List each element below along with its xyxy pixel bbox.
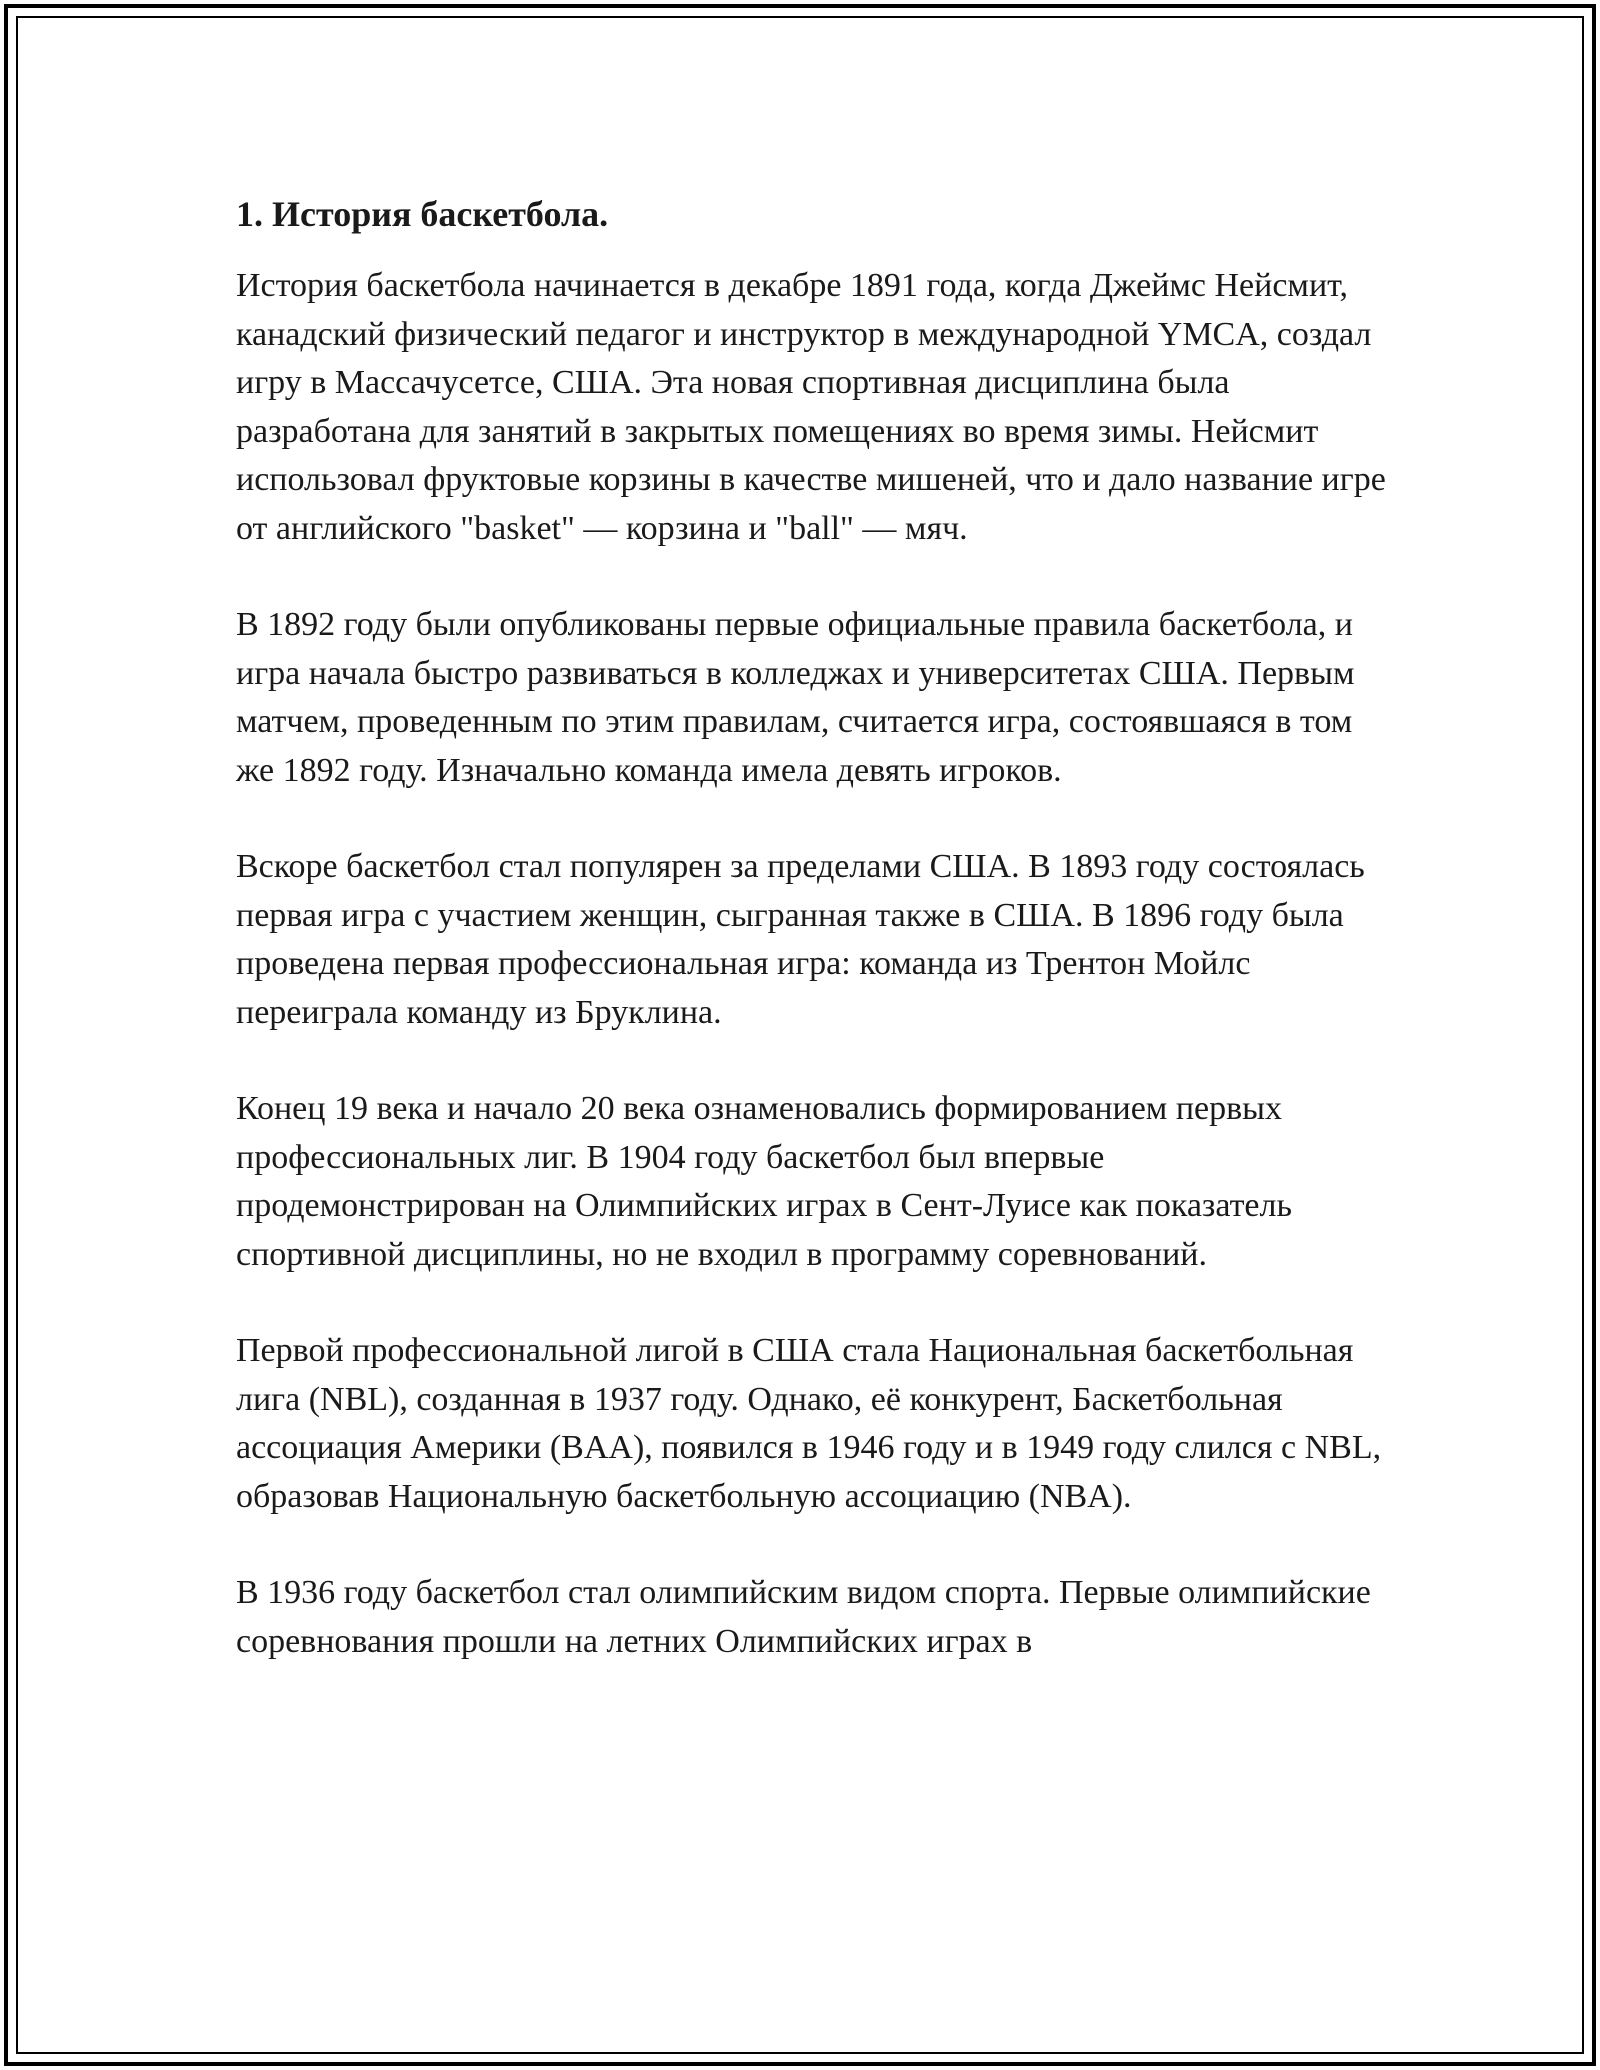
paragraph-origins: История баскетбола начинается в декабре 1891 года, когда Джеймс Нейсмит, канадский физический педагог и инструктор в международной YMCA, создал игру в Массачусетсе, США. Эта новая спортивная дисциплина была разработана для занятий в закрытых помещениях во время зимы. Нейсмит использовал фруктовые корзины в качестве мишеней, что и дало название игре от английского "basket" — корзина и "ball" — мяч. xyxy=(236,267,1386,547)
document-body xyxy=(236,186,1386,1714)
paragraph-olympics: В 1936 году баскетбол стал олимпийским видом спорта. Первые олимпийские соревнования прошли на летних Олимпийских играх в xyxy=(236,1574,1371,1660)
paragraph-early-leagues: Конец 19 века и начало 20 века ознаменовались формированием первых профессиональных лиг. В 1904 году баскетбол был впервые продемонстрирован на Олимпийских играх в Сент-Луисе как показатель спортивной дисциплины, но не входил в программу соревнований. xyxy=(236,1090,1292,1273)
paragraph-spread: Вскоре баскетбол стал популярен за пределами США. В 1893 году состоялась первая игра с участием женщин, сыгранная также в США. В 1896 году была проведена первая профессиональная игра: команда из Трентон Мойлс переиграла команду из Бруклина. xyxy=(236,848,1365,1031)
paragraph-nba-formation: Первой профессиональной лигой в США стала Национальная баскетбольная лига (NBL), созданная в 1937 году. Однако, её конкурент, Баскетбольная ассоциация Америки (BAA), появился в 1946 году и в 1949 году слился с NBL, образовав Национальную баскетбольную ассоциацию (NBA). xyxy=(236,1332,1382,1515)
section-heading: 1. История баскетбола. xyxy=(236,194,609,234)
paragraph-first-rules: В 1892 году были опубликованы первые официальные правила баскетбола, и игра начала быстро развиваться в колледжах и университетах США. Первым матчем, проведенным по этим правилам, считается игра, состоявшаяся в том же 1892 году. Изначально команда имела девять игроков. xyxy=(236,606,1355,789)
